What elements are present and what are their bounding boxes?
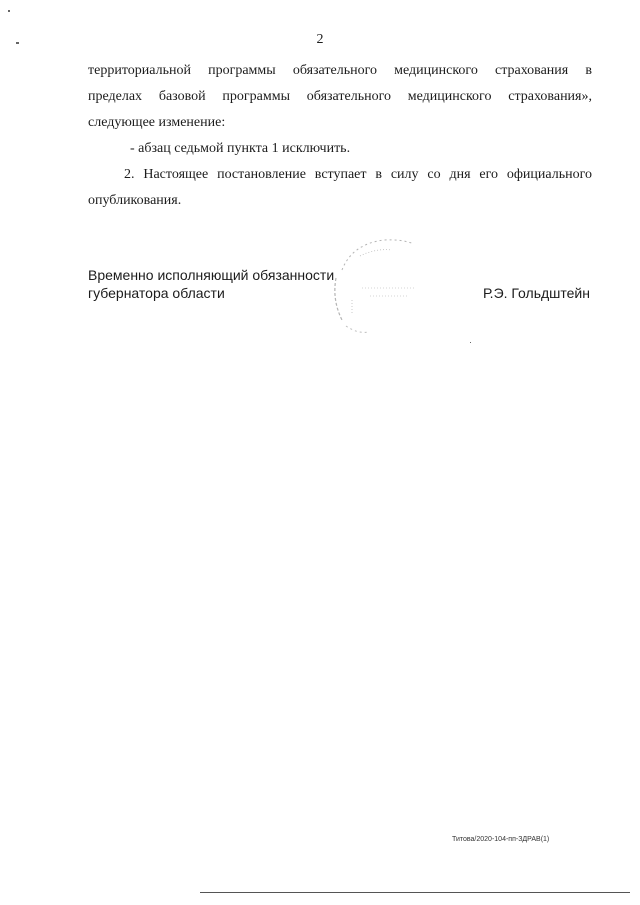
- signature-position: [88, 266, 334, 302]
- text-line: территориальной программы обязательного медицинского страхования в: [88, 63, 592, 78]
- paragraph-continuation: [88, 58, 592, 136]
- scan-speck: [8, 10, 10, 12]
- divider: [200, 892, 630, 893]
- position-line: губернатора области: [88, 285, 225, 301]
- text-line: опубликования.: [88, 193, 182, 208]
- list-item: - абзац седьмой пункта 1 исключить.: [130, 141, 351, 156]
- official-seal-icon: [322, 230, 432, 340]
- signatory-name: Р.Э. Гольдштейн: [482, 285, 590, 301]
- paragraph-2: [88, 162, 592, 214]
- text-line: 2. Настоящее постановление вступает в силу со дня его официального: [124, 167, 592, 182]
- text-line: пределах базовой программы обязательного медицинского страхования»,: [88, 89, 592, 104]
- scan-speck: [470, 342, 471, 343]
- position-line: Временно исполняющий обязанности: [88, 267, 335, 283]
- text-line: следующее изменение:: [88, 115, 226, 130]
- scan-speck: [16, 42, 19, 44]
- document-code: Титова/2020-104-пп-ЗДРАВ(1): [452, 836, 550, 843]
- page-number: 2: [316, 32, 324, 47]
